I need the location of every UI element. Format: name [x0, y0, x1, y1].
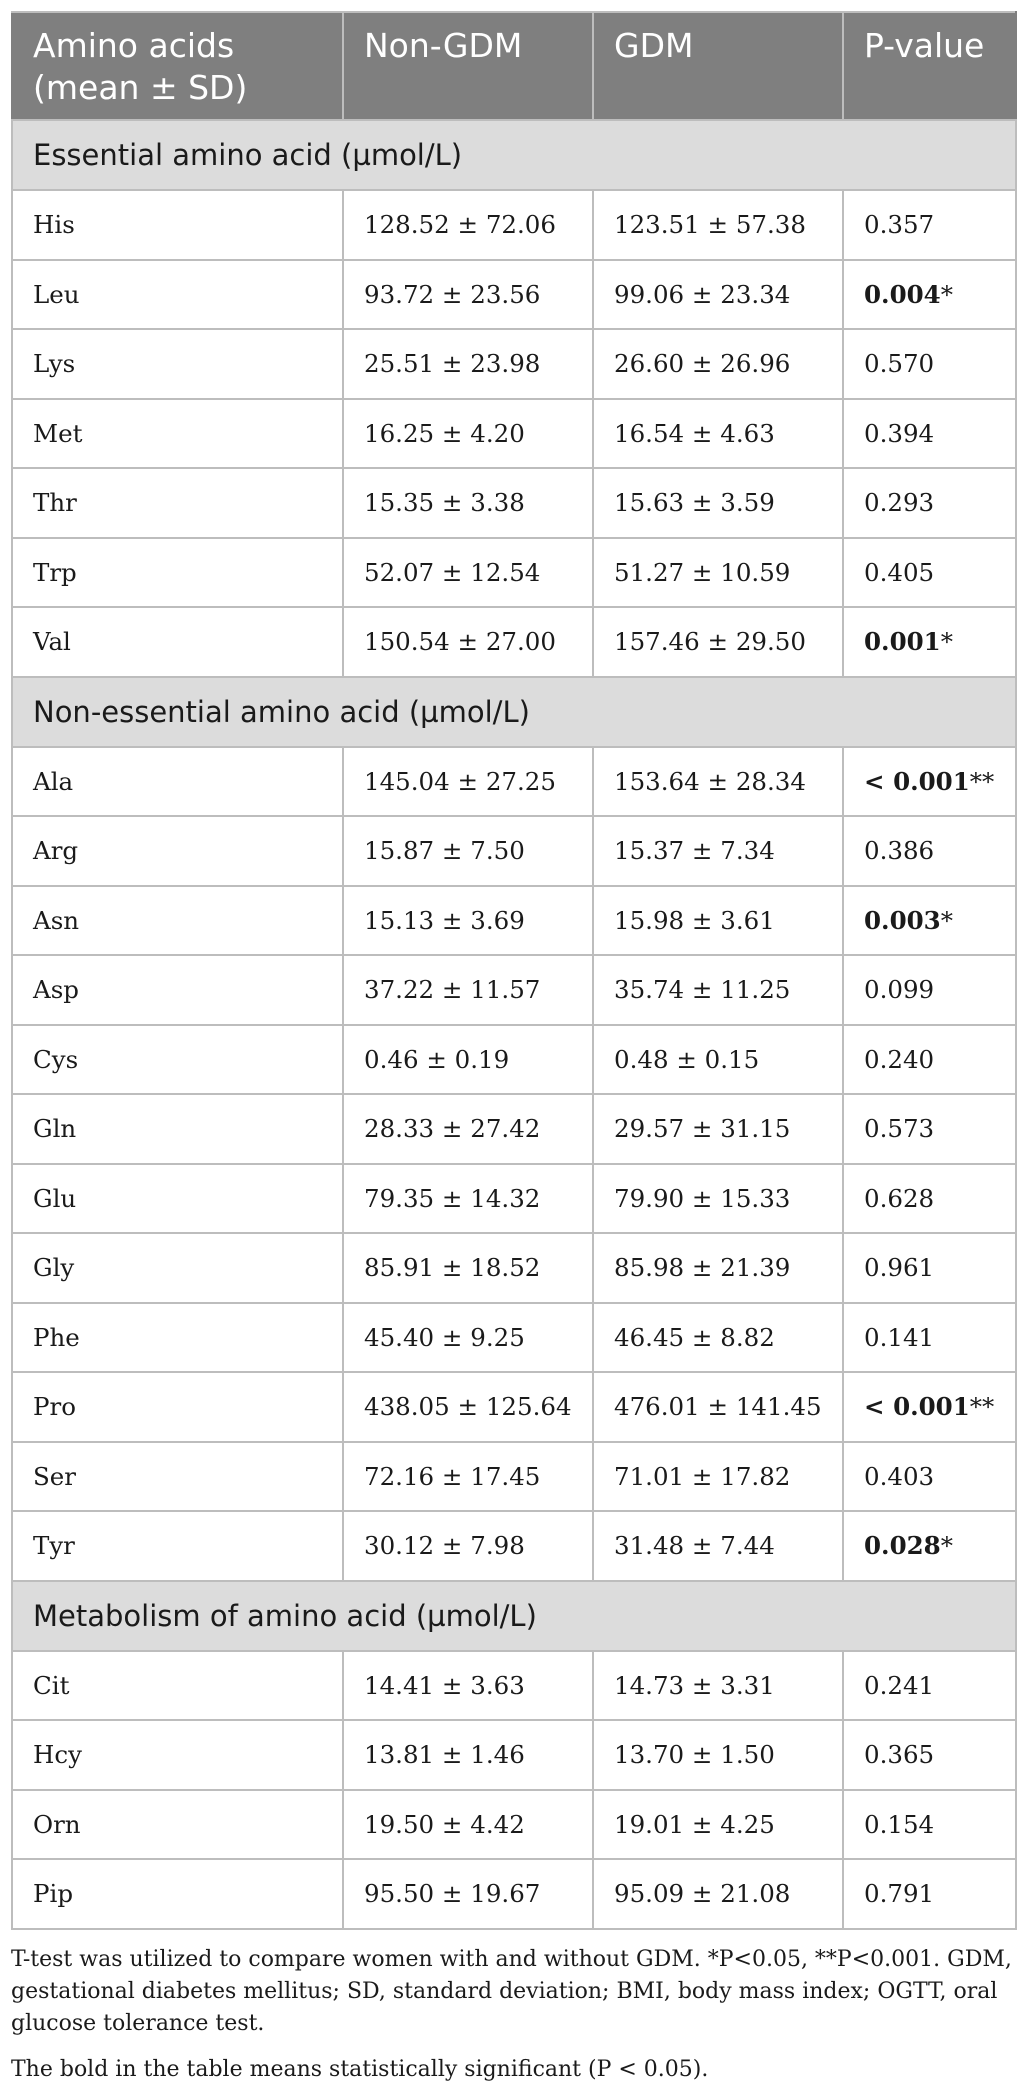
gdm-value: 16.54 ± 4.63 — [593, 399, 843, 469]
non-gdm-value: 145.04 ± 27.25 — [343, 747, 593, 817]
non-gdm-value: 79.35 ± 14.32 — [343, 1164, 593, 1234]
table-row — [12, 607, 1016, 677]
p-value: 0.573 — [864, 1114, 935, 1144]
gdm-value: 476.01 ± 141.45 — [593, 1372, 843, 1442]
non-gdm-value: 15.87 ± 7.50 — [343, 816, 593, 886]
p-value: 0.791 — [864, 1879, 935, 1909]
p-value-cell — [843, 468, 1016, 538]
amino-acid-name: Leu — [12, 260, 343, 330]
header-p-value: P-value — [843, 12, 1016, 120]
p-value: 0.003 — [864, 905, 941, 935]
table-row — [12, 190, 1016, 260]
table-row — [12, 1025, 1016, 1095]
p-value: 0.241 — [864, 1670, 935, 1700]
gdm-value: 0.48 ± 0.15 — [593, 1025, 843, 1095]
non-gdm-value: 0.46 ± 0.19 — [343, 1025, 593, 1095]
p-value: 0.365 — [864, 1740, 935, 1770]
p-value: 0.293 — [864, 488, 935, 518]
non-gdm-value: 85.91 ± 18.52 — [343, 1233, 593, 1303]
amino-acid-name: Gln — [12, 1094, 343, 1164]
table-row — [12, 1790, 1016, 1860]
amino-acid-name: Met — [12, 399, 343, 469]
gdm-value: 15.37 ± 7.34 — [593, 816, 843, 886]
gdm-value: 95.09 ± 21.08 — [593, 1859, 843, 1929]
amino-acid-name: Asp — [12, 955, 343, 1025]
table-row — [12, 399, 1016, 469]
non-gdm-value: 16.25 ± 4.20 — [343, 399, 593, 469]
gdm-value: 26.60 ± 26.96 — [593, 329, 843, 399]
amino-acid-name: Phe — [12, 1303, 343, 1373]
gdm-value: 13.70 ± 1.50 — [593, 1720, 843, 1790]
p-value-cell — [843, 886, 1016, 956]
table-body — [12, 120, 1016, 1929]
non-gdm-value: 72.16 ± 17.45 — [343, 1442, 593, 1512]
table-row — [12, 1372, 1016, 1442]
amino-acid-name: Arg — [12, 816, 343, 886]
p-value-cell — [843, 1859, 1016, 1929]
section-row — [12, 120, 1016, 190]
amino-acid-name: Lys — [12, 329, 343, 399]
amino-acid-name: Ser — [12, 1442, 343, 1512]
p-value-prefix: < — [864, 1392, 894, 1422]
table-row — [12, 1233, 1016, 1303]
amino-acid-name: Pro — [12, 1372, 343, 1442]
p-value-significance: * — [940, 1531, 953, 1561]
p-value-cell — [843, 1651, 1016, 1721]
p-value-cell — [843, 1372, 1016, 1442]
p-value-significance: * — [940, 905, 953, 935]
amino-acid-name: Gly — [12, 1233, 343, 1303]
gdm-value: 99.06 ± 23.34 — [593, 260, 843, 330]
non-gdm-value: 37.22 ± 11.57 — [343, 955, 593, 1025]
p-value: 0.961 — [864, 1253, 935, 1283]
table-row — [12, 538, 1016, 608]
table-row — [12, 886, 1016, 956]
gdm-value: 79.90 ± 15.33 — [593, 1164, 843, 1234]
p-value-cell — [843, 607, 1016, 677]
p-value: 0.570 — [864, 349, 935, 379]
section-title: Metabolism of amino acid (µmol/L) — [12, 1581, 1016, 1651]
amino-acid-name: Orn — [12, 1790, 343, 1860]
p-value-significance: * — [940, 279, 953, 309]
header-amino-acids: Amino acids (mean ± SD) — [12, 12, 343, 120]
table-row — [12, 1720, 1016, 1790]
non-gdm-value: 14.41 ± 3.63 — [343, 1651, 593, 1721]
p-value-cell — [843, 1025, 1016, 1095]
non-gdm-value: 95.50 ± 19.67 — [343, 1859, 593, 1929]
p-value: 0.405 — [864, 557, 935, 587]
non-gdm-value: 25.51 ± 23.98 — [343, 329, 593, 399]
header-gdm: GDM — [593, 12, 843, 120]
p-value-significance: ** — [969, 1392, 995, 1422]
table-row — [12, 747, 1016, 817]
p-value-cell — [843, 1511, 1016, 1581]
non-gdm-value: 15.35 ± 3.38 — [343, 468, 593, 538]
gdm-value: 153.64 ± 28.34 — [593, 747, 843, 817]
header-non-gdm: Non-GDM — [343, 12, 593, 120]
gdm-value: 31.48 ± 7.44 — [593, 1511, 843, 1581]
p-value-cell — [843, 190, 1016, 260]
p-value: 0.240 — [864, 1044, 935, 1074]
table-row — [12, 1651, 1016, 1721]
section-row — [12, 677, 1016, 747]
gdm-value: 51.27 ± 10.59 — [593, 538, 843, 608]
non-gdm-value: 45.40 ± 9.25 — [343, 1303, 593, 1373]
p-value-cell — [843, 1790, 1016, 1860]
non-gdm-value: 438.05 ± 125.64 — [343, 1372, 593, 1442]
gdm-value: 71.01 ± 17.82 — [593, 1442, 843, 1512]
table-row — [12, 1303, 1016, 1373]
p-value: 0.141 — [864, 1322, 935, 1352]
amino-acid-name: Asn — [12, 886, 343, 956]
p-value: 0.394 — [864, 418, 935, 448]
p-value-cell — [843, 1442, 1016, 1512]
p-value: 0.001 — [864, 627, 941, 657]
non-gdm-value: 19.50 ± 4.42 — [343, 1790, 593, 1860]
p-value-cell — [843, 1233, 1016, 1303]
amino-acid-name: Ala — [12, 747, 343, 817]
amino-acid-name: His — [12, 190, 343, 260]
p-value-prefix: < — [864, 766, 894, 796]
p-value-cell — [843, 816, 1016, 886]
footnote-ttest: T-test was utilized to compare women with and without GDM. *P<0.05, **P<0.001. GDM, gestational diabetes mellitus; SD, standard deviation; BMI, body mass index; OGTT, oral glucose tolerance test. — [11, 1946, 1012, 2036]
p-value-cell — [843, 260, 1016, 330]
footnote-bold: The bold in the table means statistically significant (P < 0.05). — [11, 2056, 709, 2082]
amino-acid-table — [11, 11, 1017, 1930]
p-value-cell — [843, 538, 1016, 608]
p-value: 0.628 — [864, 1183, 935, 1213]
amino-acid-name: Pip — [12, 1859, 343, 1929]
non-gdm-value: 93.72 ± 23.56 — [343, 260, 593, 330]
p-value-significance: ** — [969, 766, 995, 796]
non-gdm-value: 13.81 ± 1.46 — [343, 1720, 593, 1790]
section-title: Non-essential amino acid (µmol/L) — [12, 677, 1016, 747]
p-value: 0.004 — [864, 279, 941, 309]
amino-acid-name: Glu — [12, 1164, 343, 1234]
amino-acid-name: Thr — [12, 468, 343, 538]
gdm-value: 15.98 ± 3.61 — [593, 886, 843, 956]
table-row — [12, 1094, 1016, 1164]
p-value: 0.001 — [893, 766, 970, 796]
gdm-value: 157.46 ± 29.50 — [593, 607, 843, 677]
table-row — [12, 468, 1016, 538]
table-row — [12, 955, 1016, 1025]
amino-acid-name: Tyr — [12, 1511, 343, 1581]
p-value-cell — [843, 1164, 1016, 1234]
gdm-value: 123.51 ± 57.38 — [593, 190, 843, 260]
table-row — [12, 260, 1016, 330]
gdm-value: 46.45 ± 8.82 — [593, 1303, 843, 1373]
p-value-cell — [843, 955, 1016, 1025]
gdm-value: 29.57 ± 31.15 — [593, 1094, 843, 1164]
gdm-value: 14.73 ± 3.31 — [593, 1651, 843, 1721]
table-row — [12, 329, 1016, 399]
table-row — [12, 1442, 1016, 1512]
p-value: 0.099 — [864, 975, 935, 1005]
non-gdm-value: 15.13 ± 3.69 — [343, 886, 593, 956]
section-row — [12, 1581, 1016, 1651]
non-gdm-value: 150.54 ± 27.00 — [343, 607, 593, 677]
p-value: 0.028 — [864, 1531, 941, 1561]
p-value-cell — [843, 399, 1016, 469]
table-container — [11, 11, 1015, 2086]
p-value-cell — [843, 329, 1016, 399]
non-gdm-value: 28.33 ± 27.42 — [343, 1094, 593, 1164]
p-value-cell — [843, 747, 1016, 817]
gdm-value: 19.01 ± 4.25 — [593, 1790, 843, 1860]
non-gdm-value: 128.52 ± 72.06 — [343, 190, 593, 260]
non-gdm-value: 30.12 ± 7.98 — [343, 1511, 593, 1581]
section-title: Essential amino acid (µmol/L) — [12, 120, 1016, 190]
p-value: 0.357 — [864, 210, 935, 240]
gdm-value: 35.74 ± 11.25 — [593, 955, 843, 1025]
table-row — [12, 1859, 1016, 1929]
table-row — [12, 1164, 1016, 1234]
p-value-significance: * — [940, 627, 953, 657]
p-value: 0.001 — [893, 1392, 970, 1422]
amino-acid-name: Hcy — [12, 1720, 343, 1790]
p-value: 0.403 — [864, 1461, 935, 1491]
gdm-value: 15.63 ± 3.59 — [593, 468, 843, 538]
p-value-cell — [843, 1720, 1016, 1790]
non-gdm-value: 52.07 ± 12.54 — [343, 538, 593, 608]
p-value: 0.154 — [864, 1809, 935, 1839]
amino-acid-name: Val — [12, 607, 343, 677]
table-row — [12, 1511, 1016, 1581]
amino-acid-name: Cys — [12, 1025, 343, 1095]
amino-acid-name: Cit — [12, 1651, 343, 1721]
header-row — [12, 12, 1016, 120]
p-value: 0.386 — [864, 836, 935, 866]
p-value-cell — [843, 1303, 1016, 1373]
table-row — [12, 816, 1016, 886]
p-value-cell — [843, 1094, 1016, 1164]
gdm-value: 85.98 ± 21.39 — [593, 1233, 843, 1303]
amino-acid-name: Trp — [12, 538, 343, 608]
